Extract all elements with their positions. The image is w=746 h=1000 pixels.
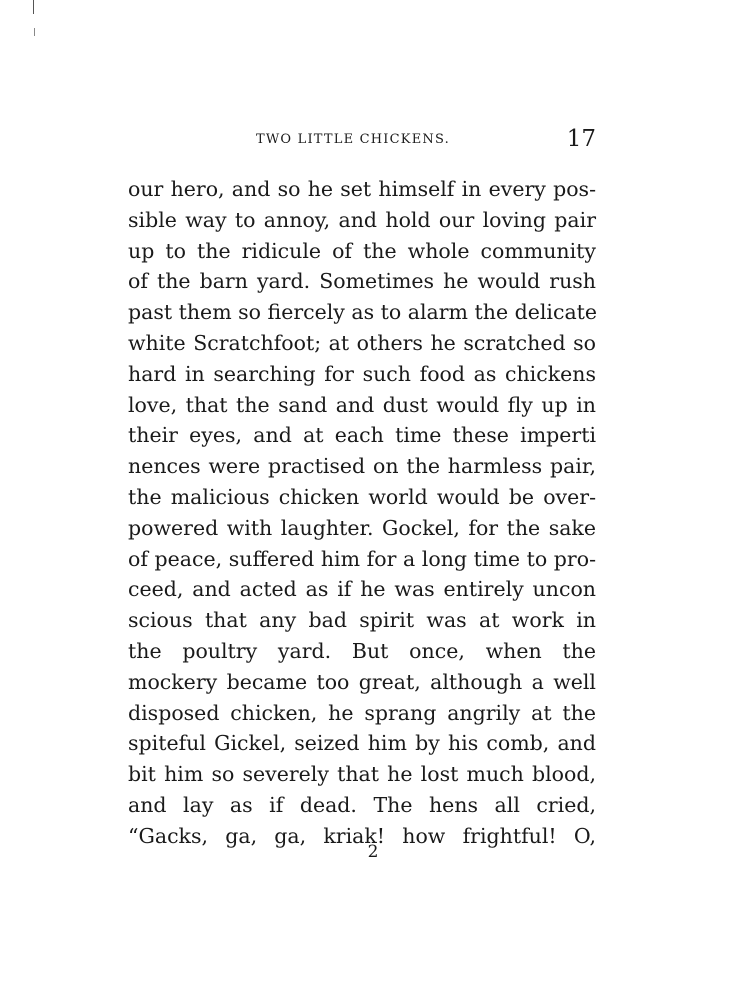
text-line: bit him so severely that he lost much blood, (128, 762, 596, 787)
text-line: the malicious chicken world would be over- (128, 484, 596, 509)
page-edge-mark (33, 0, 34, 14)
text-line: hard in searching for such food as chickens (128, 361, 596, 386)
text-line: of peace, suffered him for a long time to pro- (128, 546, 596, 571)
text-line: their eyes, and at each time these imperti (128, 423, 596, 448)
text-line: sible way to annoy, and hold our loving pair (128, 207, 596, 232)
text-line: of the barn yard. Sometimes he would rush (128, 269, 596, 294)
page-number: 17 (566, 126, 596, 152)
page-edge-mark (34, 28, 35, 36)
text-line: and lay as if dead. The hens all cried, (128, 792, 596, 817)
running-title: TWO LITTLE CHICKENS. (256, 132, 450, 147)
text-line: mockery became too great, although a well (128, 669, 596, 694)
text-line: white Scratchfoot; at others he scratched so (128, 330, 596, 355)
running-head (128, 128, 596, 158)
text-line: scious that any bad spirit was at work in (128, 608, 596, 633)
text-line: “Gacks, ga, ga, kriak! how frightful! O, (128, 823, 596, 848)
signature-mark: 2 (367, 842, 379, 862)
text-line: disposed chicken, he sprang angrily at the (128, 700, 596, 725)
text-line: love, that the sand and dust would fly up in (128, 392, 596, 417)
text-line: powered with laughter. Gockel, for the sake (128, 515, 596, 540)
body-text (128, 174, 596, 852)
text-line: up to the ridicule of the whole community (128, 238, 596, 263)
text-line: ceed, and acted as if he was entirely uncon (128, 577, 596, 602)
text-line: our hero, and so he set himself in every pos- (128, 177, 596, 201)
text-line: spiteful Gickel, seized him by his comb, and (128, 731, 596, 756)
text-line: nences were practised on the harmless pair, (128, 454, 596, 479)
text-line: past them so fiercely as to alarm the delicate (128, 300, 598, 325)
text-line: the poultry yard. But once, when the (128, 638, 596, 663)
